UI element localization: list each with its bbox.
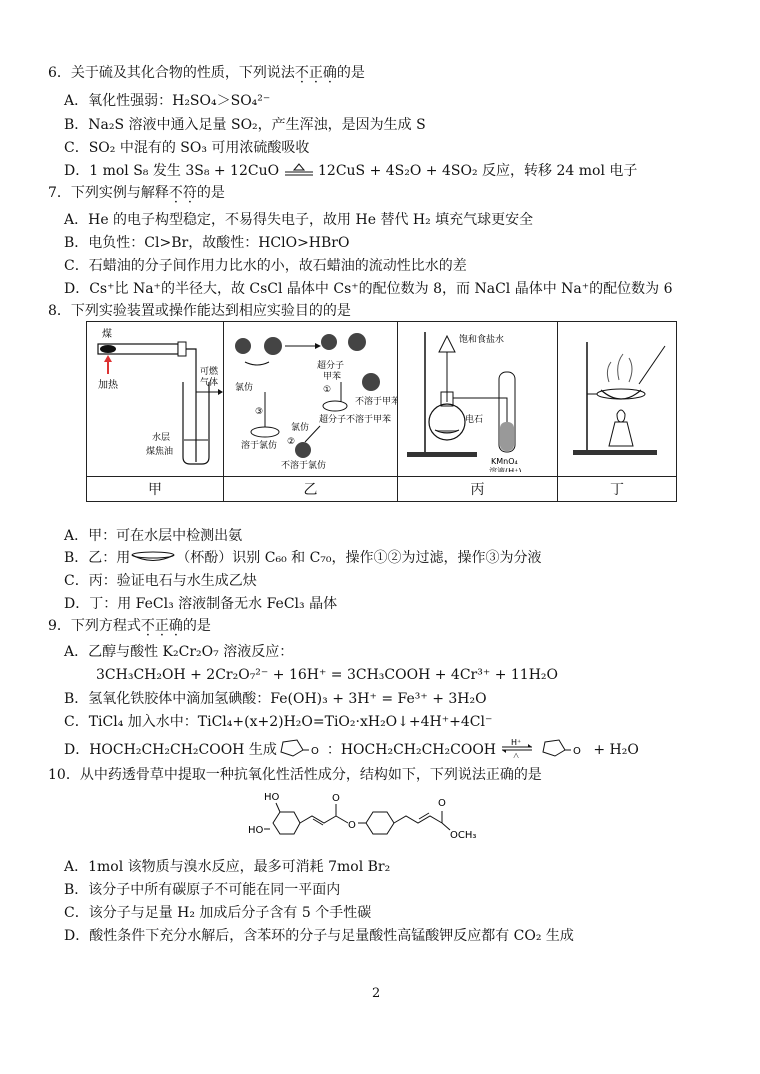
evaporation-diagram bbox=[559, 322, 676, 472]
svg-text:氯仿: 氯仿 bbox=[290, 423, 309, 433]
svg-text:①: ① bbox=[322, 385, 331, 395]
q7-option-b: B．电负性：Cl>Br，故酸性：HClO>HBrO bbox=[64, 235, 350, 251]
label-jia: 甲 bbox=[87, 477, 224, 502]
svg-text:O: O bbox=[332, 793, 340, 804]
alcohol-lamp bbox=[609, 422, 633, 446]
q9-option-a-equation: 3CH₃CH₂OH + 2Cr₂O₇²⁻ + 16H⁺ = 3CH₃COOH + 4Cr³⁺ + 11H₂O bbox=[96, 667, 558, 683]
q10-option-c: C．该分子与足量 H₂ 加成后分子含有 5 个手性碳 bbox=[64, 905, 372, 921]
q7-option-c: C．石蜡油的分子间作用力比水的小，故石蜡油的流动性比水的差 bbox=[64, 258, 467, 274]
q7-option-d: D．Cs⁺比 Na⁺的半径大，故 CsCl 晶体中 Cs⁺的配位数为 8，而 NaCl 晶体中 Na⁺的配位数为 6 bbox=[64, 281, 673, 297]
svg-text:O: O bbox=[438, 798, 446, 809]
acetylene-generator-diagram bbox=[399, 322, 557, 472]
vapor-icon bbox=[607, 354, 632, 382]
dropping-funnel bbox=[439, 336, 455, 352]
reversible-arrow-icon bbox=[500, 738, 534, 758]
svg-text:饱和食盐水: 饱和食盐水 bbox=[458, 335, 504, 345]
q6-option-a: A．氧化性强弱：H₂SO₄＞SO₄²⁻ bbox=[64, 93, 271, 109]
vinyl-chain-2 bbox=[394, 816, 442, 823]
q9-stem: 9．下列方程式不正确的是 bbox=[48, 618, 211, 634]
svg-text:③: ③ bbox=[254, 407, 263, 417]
q10-option-a: A．1mol 该物质与溴水反应，最多可消耗 7mol Br₂ bbox=[64, 859, 391, 875]
svg-text:②: ② bbox=[286, 437, 295, 447]
q6-stem: 6．关于硫及其化合物的性质，下列说法不正确的是 bbox=[48, 65, 365, 81]
q9-option-c: C．TiCl₄ 加入水中：TiCl₄+(x+2)H₂O=TiO₂·xH₂O↓+4H⁺+4Cl⁻ bbox=[64, 714, 493, 730]
label-yi: 乙 bbox=[224, 477, 398, 502]
stopper bbox=[178, 342, 186, 356]
flame-icon bbox=[617, 410, 625, 422]
svg-text:超分子: 超分子 bbox=[316, 361, 344, 371]
svg-text:水层: 水层 bbox=[151, 433, 170, 443]
glass-rod bbox=[639, 346, 665, 384]
calixarene-cup-icon bbox=[130, 550, 176, 564]
calcium-carbide bbox=[435, 430, 459, 433]
svg-text:HO: HO bbox=[264, 792, 280, 803]
q7-stem: 7．下列实例与解释不符的是 bbox=[48, 185, 225, 201]
apparatus-bing bbox=[398, 322, 558, 477]
page-number: 2 bbox=[372, 986, 381, 1001]
q8-option-c: C．丙：验证电石与水生成乙炔 bbox=[64, 573, 257, 589]
lactone-ring-structure-2 bbox=[539, 738, 589, 758]
calixarene-separation-diagram bbox=[225, 322, 397, 472]
q9-option-a: A．乙醇与酸性 K₂Cr₂O₇ 溶液反应： bbox=[64, 644, 294, 660]
q8-stem: 8．下列实验装置或操作能达到相应实验目的的是 bbox=[48, 303, 351, 319]
c70-ball bbox=[264, 337, 282, 355]
svg-text:甲苯: 甲苯 bbox=[322, 372, 341, 382]
svg-text:电石: 电石 bbox=[464, 415, 483, 425]
svg-text:O: O bbox=[572, 746, 581, 757]
q10-option-d: D．酸性条件下充分水解后，含苯环的分子与足量酸性高锰酸钾反应都有 CO₂ 生成 bbox=[64, 928, 574, 944]
q9-option-b: B．氢氧化铁胶体中滴加氢碘酸：Fe(OH)₃ + 3H⁺ = Fe³⁺ + 3H₂O bbox=[64, 691, 487, 707]
svg-text:O: O bbox=[310, 746, 319, 757]
apparatus-yi bbox=[224, 322, 398, 477]
flask bbox=[429, 404, 465, 440]
c60-ball bbox=[235, 338, 251, 354]
q10-stem: 10．从中药透骨草中提取一种抗氧化性活性成分，结构如下，下列说法正确的是 bbox=[48, 767, 542, 783]
coal-distillation-diagram bbox=[88, 322, 223, 472]
q6-option-b: B．Na₂S 溶液中通入足量 SO₂，产生浑浊，是因为生成 S bbox=[64, 117, 426, 133]
q8-option-d: D．丁：用 FeCl₃ 溶液制备无水 FeCl₃ 晶体 bbox=[64, 596, 338, 612]
svg-text:氯仿: 氯仿 bbox=[234, 383, 253, 393]
q9-option-d: D．HOCH₂CH₂CH₂COOH 生成 O ：HOCH₂CH₂CH₂COOH H⁺ △ O + H₂O bbox=[64, 738, 639, 758]
apparatus-jia bbox=[87, 322, 224, 477]
label-ding: 丁 bbox=[558, 477, 677, 502]
iron-ring bbox=[597, 389, 645, 399]
svg-text:HO: HO bbox=[248, 825, 264, 836]
svg-text:O: O bbox=[348, 820, 356, 831]
svg-text:H⁺: H⁺ bbox=[511, 738, 522, 747]
q6-option-d: D．1 mol S₈ 发生 3S₈ + 12CuO 12CuS + 4S₂O + 4SO₂ 反应，转移 24 mol 电子 bbox=[64, 163, 638, 179]
gas-arrow-icon bbox=[218, 389, 223, 395]
svg-text:溶于氯仿: 溶于氯仿 bbox=[240, 441, 277, 451]
svg-text:气体: 气体 bbox=[199, 378, 218, 388]
apparatus-ding bbox=[558, 322, 677, 477]
benzene-ring-2 bbox=[366, 812, 394, 834]
q10-option-b: B．该分子中所有碳原子不可能在同一平面内 bbox=[64, 882, 341, 898]
svg-text:溶液(H⁺): 溶液(H⁺) bbox=[488, 467, 521, 472]
calixarene-cup bbox=[245, 362, 269, 365]
svg-text:KMnO₄: KMnO₄ bbox=[490, 457, 518, 466]
stand-base bbox=[407, 452, 477, 457]
coal-label: 煤 bbox=[101, 329, 112, 340]
lactone-ring-structure bbox=[277, 738, 327, 758]
q7-option-a: A．He 的电子构型稳定，不易得失电子，故用 He 替代 H₂ 填充气球更安全 bbox=[64, 212, 534, 228]
benzene-ring-1 bbox=[273, 812, 300, 834]
svg-text:可燃: 可燃 bbox=[199, 367, 218, 377]
delivery-tube bbox=[186, 349, 196, 462]
svg-text:△: △ bbox=[513, 751, 520, 758]
q6-option-c: C．SO₂ 中混有的 SO₃ 可用浓硫酸吸收 bbox=[64, 140, 310, 156]
svg-text:OCH₃: OCH₃ bbox=[450, 830, 477, 841]
q8-apparatus-table bbox=[86, 321, 677, 502]
svg-text:加热: 加热 bbox=[97, 380, 118, 391]
heat-condition-icon bbox=[284, 163, 314, 177]
svg-text:不溶于甲苯: 不溶于甲苯 bbox=[354, 397, 397, 407]
svg-text:煤焦油: 煤焦油 bbox=[145, 447, 173, 457]
label-bing: 丙 bbox=[398, 477, 558, 502]
svg-text:超分子不溶于甲苯: 超分子不溶于甲苯 bbox=[318, 415, 391, 425]
coal-sample bbox=[100, 345, 116, 353]
q10-molecule-structure bbox=[240, 790, 530, 846]
q8-option-a: A．甲：可在水层中检测出氨 bbox=[64, 528, 243, 544]
svg-text:不溶于氯仿: 不溶于氯仿 bbox=[280, 461, 326, 471]
q8-option-b: B．乙：用 （杯酚）识别 C₆₀ 和 C₇₀，操作①②为过滤，操作③为分液 bbox=[64, 550, 542, 566]
ring-stand-base bbox=[573, 450, 657, 455]
